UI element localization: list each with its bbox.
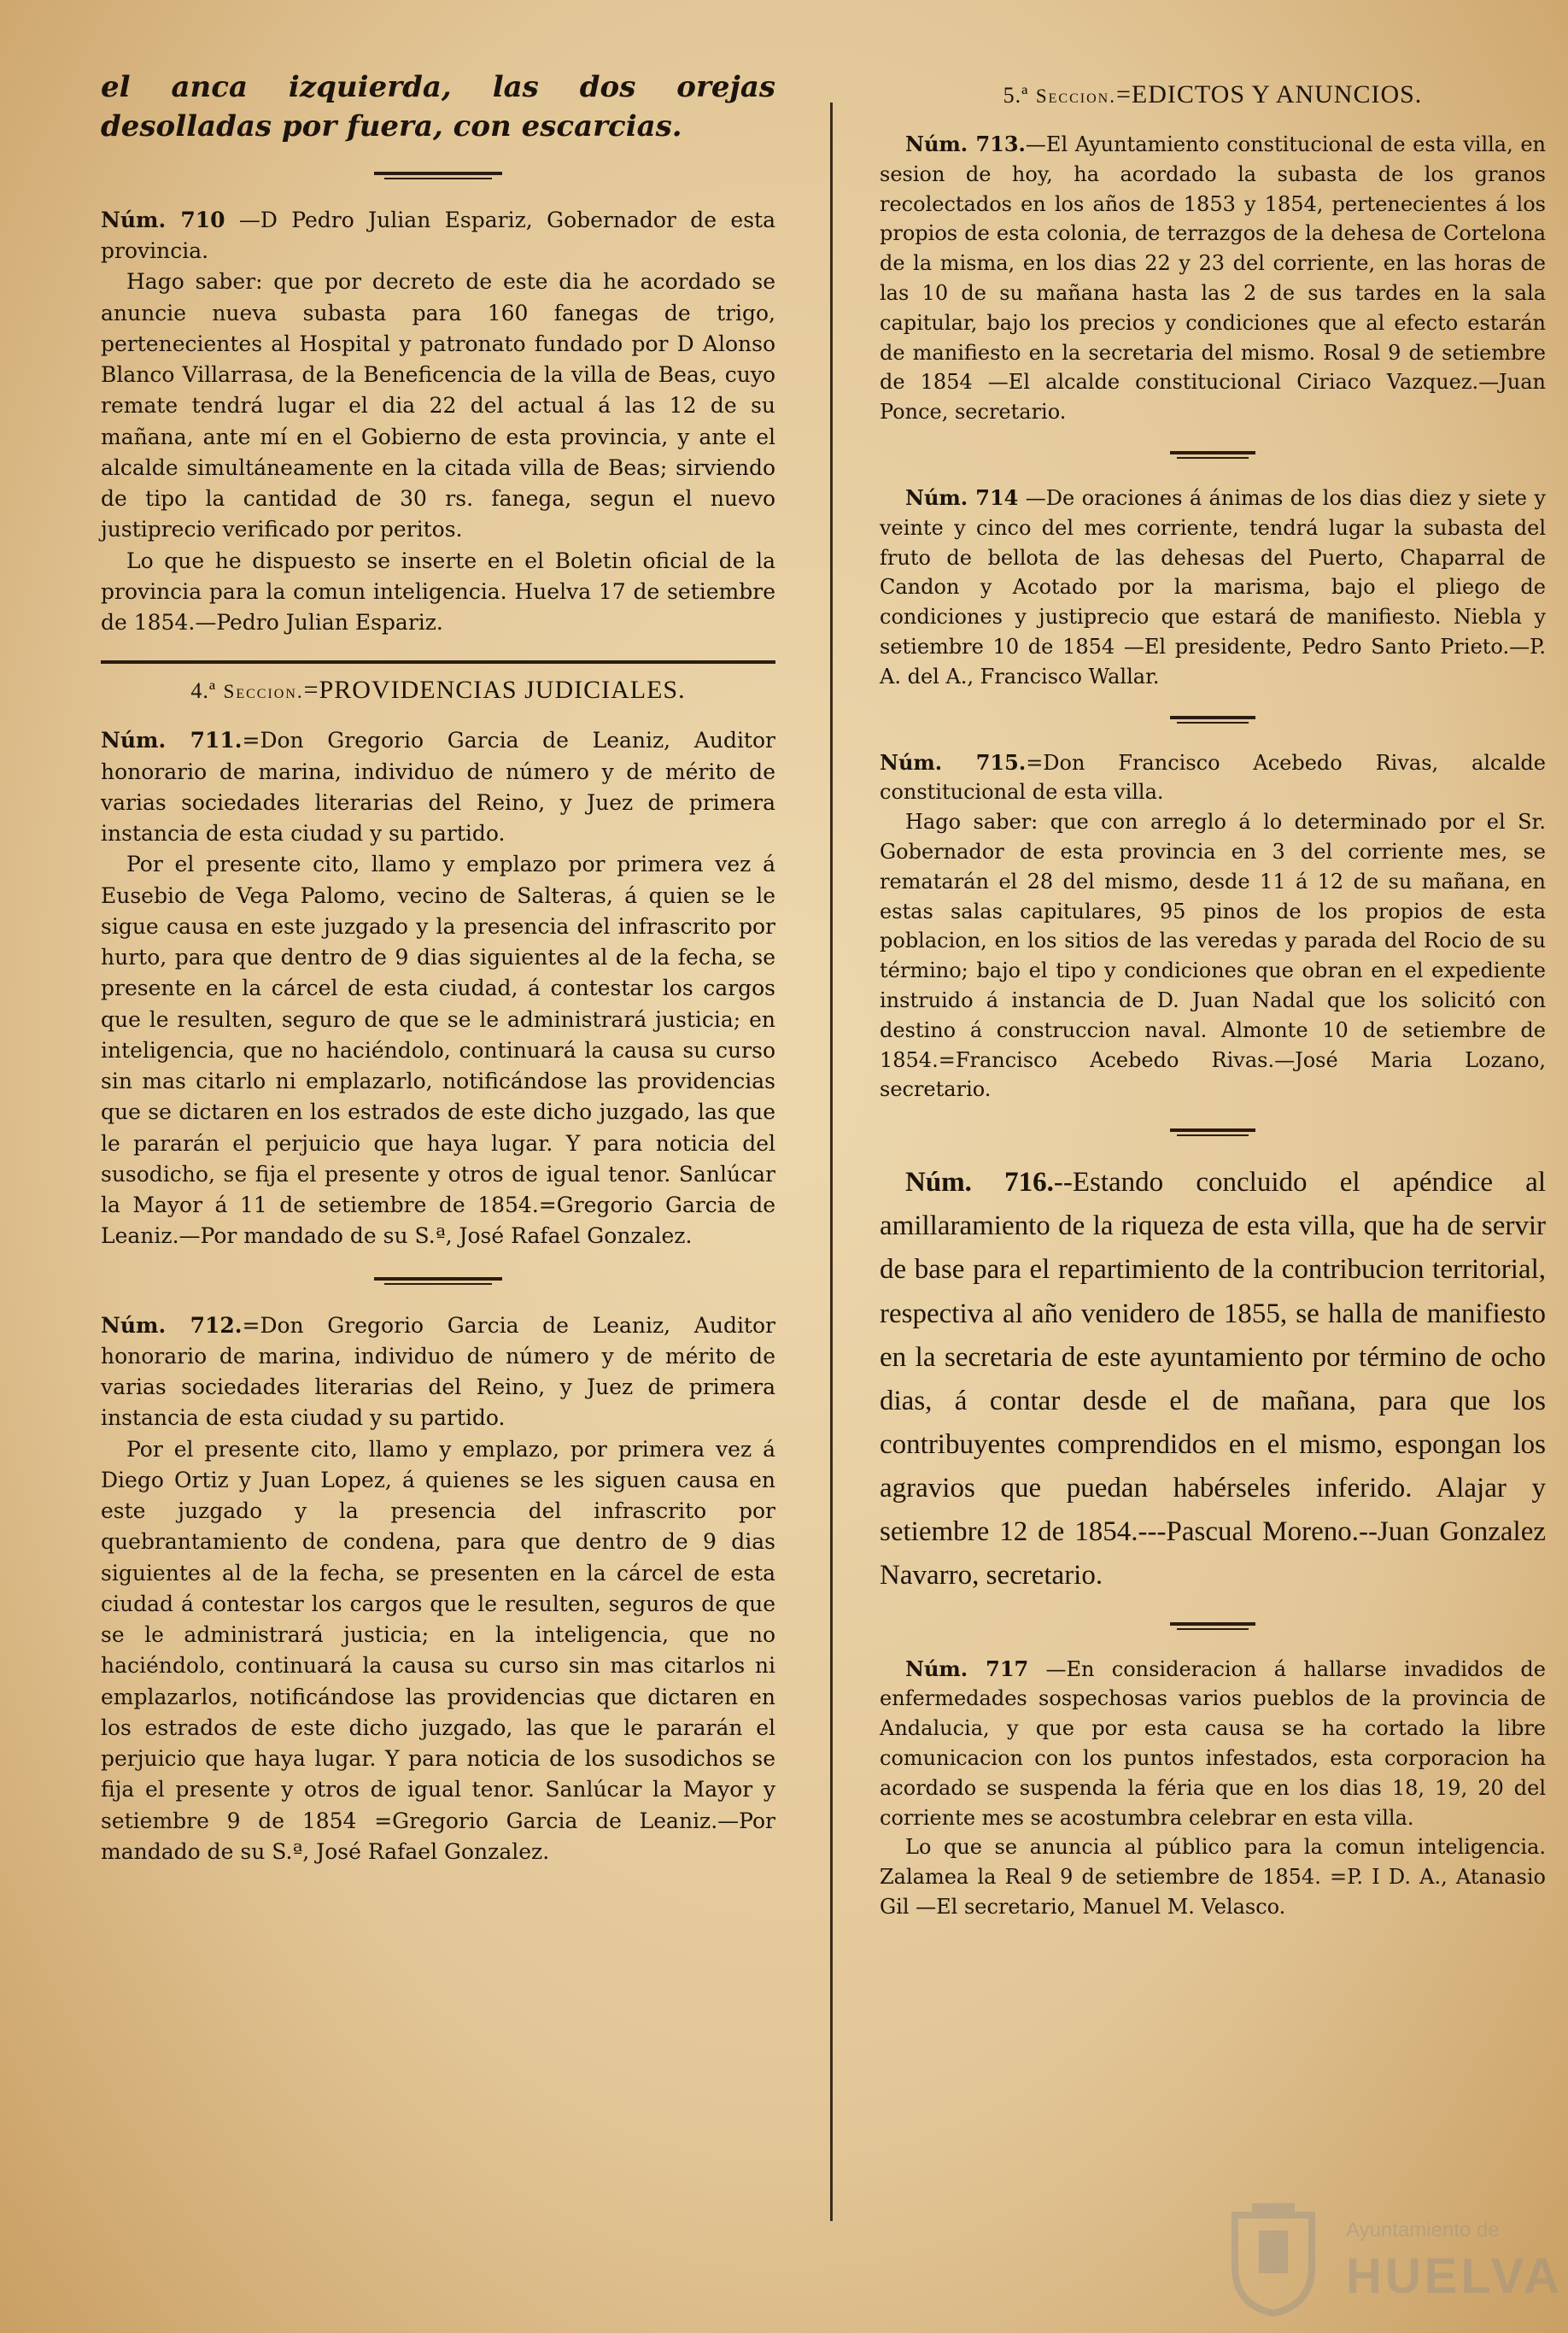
section-heading-4 [101,676,775,705]
entry-closing: Lo que he dispuesto se inserte en el Boletin oficial de la provincia para la comun inteligencia. Huelva 17 de setiembre de 1854.—Pedro Julian Espariz. [101,548,775,636]
entry-number: Núm. 715. [880,749,1027,775]
entry-body: Por el presente cito, llamo y emplazo por primera vez á Eusebio de Vega Palomo, vecino de Salteras, á quien se le sigue causa en este juzgado y la presencia del infrascrito por hurto, para que dentro de 9 dias siguientes al de la fecha, se presente en la cárcel de esta ciudad, á contestar los cargos que le resulten, seguro de que se le administrará justicia; en inteligencia, que no haciéndolo, continuará la causa su curso sin mas citarlo ni emplazarlo, notificándose las providencias que se dictaren en los estrados de este dicho juzgado, las que le pararán el perjuicio que haya lugar. Y para noticia del susodicho, se fija el presente y otros de igual tenor. Sanlúcar la Mayor á 11 de setiembre de 1854.=Gregorio Garcia de Leaniz.—Por mandado de su S.ª, José Rafael Gonzalez. [101,852,775,1249]
entry-body: Hago saber: que con arreglo á lo determinado por el Sr. Gobernador de esta provincia en 3 del corriente mes, se rematarán el 28 del mismo, desde 11 á 12 de su mañana, en estas salas capitulares, 95 pinos de los propios de esta poblacion, en los sitios de las veredas y parada del Rocio de su término; bajo el tipo y condiciones que obran en el expediente instruido á instancia de D. Juan Nadal que los solicitó con destino á construccion naval. Almonte 10 de setiembre de 1854.=Francisco Acebedo Rivas.—José Maria Lozano, secretario. [880,810,1546,1102]
ornament-rule-icon [1170,714,1255,726]
ornament-rule-icon [1170,449,1255,461]
left-column [101,68,775,1879]
entry-body: Hago saber: que por decreto de este dia he acordado se anuncie nueva subasta para 160 fanegas de trigo, pertenecientes al Hospital y patronato fundado por D Alonso Blanco Villarrasa, de la Beneficencia de la villa de Beas, cuyo remate tendrá lugar el dia 22 del actual á las 12 de su mañana, ante mí en el Gobierno de esta provincia, y ante el alcalde simultáneamente en la citada villa de Beas; sirviendo de tipo la cantidad de 30 rs. fanega, segun el nuevo justiprecio verificado por peritos. [101,269,775,542]
entry-body: --Estando concluido el apéndice al amillaramiento de la riqueza de esta villa, que ha de servir de base para el repartimiento de la contribucion territorial, respectiva al año venidero de 1855, se halla de manifiesto en la secretaria de este ayuntamiento por término de ocho dias, á contar desde el de mañana, para que los contribuyentes comprendidos en el mismo, espongan los agravios que puedan habérseles inferido. Alajar y setiembre 12 de 1854.---Pascual Moreno.--Juan Gonzalez Navarro, secretario. [880,1167,1546,1591]
section-title: =PROVIDENCIAS JUDICIALES. [303,676,686,705]
entry-closing: Lo que se anuncia al público para la comun inteligencia. Zalamea la Real 9 de setiembre de 1854. =P. I D. A., Atanasio Gil —El secretario, Manuel M. Velasco. [880,1835,1546,1919]
section-title: =EDICTOS Y ANUNCIOS. [1115,80,1423,108]
section-label: Seccion. [1035,85,1116,107]
watermark-big-text: HUELVA [1346,2248,1563,2304]
right-column [880,68,1546,1934]
entry-number: Núm. 710 [101,207,225,232]
section-number: 5.ª [1003,83,1029,108]
entry-number: Núm. 711. [101,728,243,753]
entry-number: Núm. 716. [905,1167,1054,1199]
ornament-divider [880,1127,1546,1139]
entry-number: Núm. 714 [905,484,1019,510]
ornament-divider [101,169,775,183]
archive-watermark [1218,2195,1563,2323]
entry-711 [101,725,775,1251]
entry-717 [880,1655,1546,1922]
ornament-divider [880,449,1546,461]
entry-715 [880,748,1546,1105]
entry-body: —De oraciones á ánimas de los dias diez y siete y veinte y cinco del mes corriente, tendrá lugar la subasta del fruto de bellota de las dehesas del Puerto, Chaparral de Candon y Acotado por la marisma, bajo el pliego de condiciones y justiprecio que estará de manifiesto. Niebla y setiembre 10 de 1854 —El presidente, Pedro Santo Prieto.—P. A. del A., Francisco Wallar. [880,485,1546,689]
section-heading-5 [880,80,1546,109]
entry-number: Núm. 713. [905,132,1026,156]
entry-body: —El Ayuntamiento constitucional de esta villa, en sesion de hoy, ha acordado la subasta de los granos recolectados en los años de 1853 y 1854, pertenecientes á los propios de esta colonia, de terrazgos de la dehesa de Cortelona de la misma, en los dias 22 y 23 del corriente, en las horas de las 10 de su mañana hasta las 2 de sus tardes en la sala capitular, bajo los precios y condiciones que al efecto estarán de manifiesto en la secretaria del mismo. Rosal 9 de setiembre de 1854 —El alcalde constitucional Ciriaco Vazquez.—Juan Ponce, secretario. [880,132,1546,425]
entry-heading: =Don Gregorio Garcia de Leaniz, Auditor honorario de marina, individuo de número y de mérito de varias sociedades literarias del Reino, y Juez de primera instancia de esta ciudad y su partido. [101,728,775,847]
entry-heading: —D Pedro Julian Espariz, Gobernador de esta provincia. [101,207,776,264]
entry-number: Núm. 712. [101,1312,243,1338]
coat-of-arms-icon [1218,2198,1329,2318]
ornament-divider [101,1275,775,1288]
entry-body: —En consideracion á hallarse invadidos de enfermedades sospechosas varios pueblos de la provincia de Andalucia, y que por esta causa se ha cortado la libre comunicacion con los puntos infestados, esta corporacion ha acordado se suspenda la féria que en los dias 18, 19, 20 del corriente mes se acostumbra celebrar en esta villa. [880,1656,1546,1830]
section-rule [101,660,775,664]
ornament-rule-icon [1170,1127,1255,1139]
entry-713 [880,130,1546,427]
continued-text: el anca izquierda, las dos orejas desolladas por fuera, con escarcias. [101,70,775,144]
section-number: 4.ª [190,678,217,704]
entry-714 [880,484,1546,692]
watermark-small-text: Ayuntamiento de [1346,2219,1500,2242]
ornament-divider [880,714,1546,726]
column-divider [830,103,833,2221]
entry-712 [101,1310,775,1868]
entry-heading: =Don Gregorio Garcia de Leaniz, Auditor honorario de marina, individuo de número y de mérito de varias sociedades literarias del Reino, y Juez de primera instancia de esta ciudad y su partido. [101,1312,775,1431]
ornament-rule-icon [374,169,502,183]
ornament-divider [880,1621,1546,1633]
entry-710 [101,205,775,639]
section-label: Seccion. [223,681,304,703]
entry-heading: =Don Francisco Acebedo Rivas, alcalde constitucional de esta villa. [880,750,1546,805]
ornament-rule-icon [1170,1621,1255,1633]
ornament-rule-icon [374,1275,502,1288]
entry-716 [880,1161,1546,1597]
entry-number: Núm. 717 [905,1656,1029,1681]
entry-body: Por el presente cito, llamo y emplazo, por primera vez á Diego Ortiz y Juan Lopez, á quienes se les siguen causa en este juzgado y la presencia del infrascrito por quebrantamiento de condena, para que dentro de 9 dias siguientes al de la fecha, se presenten en la cárcel de esta ciudad á contestar los cargos que le resulten, seguros de que se le administrará justicia; en la inteligencia, que no haciéndolo, continuará la causa su curso sin mas citarlos ni emplazarlos, notificándose las providencias que dictaren en los estrados de este dicho juzgado, las que le pararán el perjuicio que haya lugar. Y para noticia de los susodichos se fija el presente y otros de igual tenor. Sanlúcar la Mayor y setiembre 9 de 1854 =Gregorio Garcia de Leaniz.—Por mandado de su S.ª, José Rafael Gonzalez. [101,1436,775,1864]
